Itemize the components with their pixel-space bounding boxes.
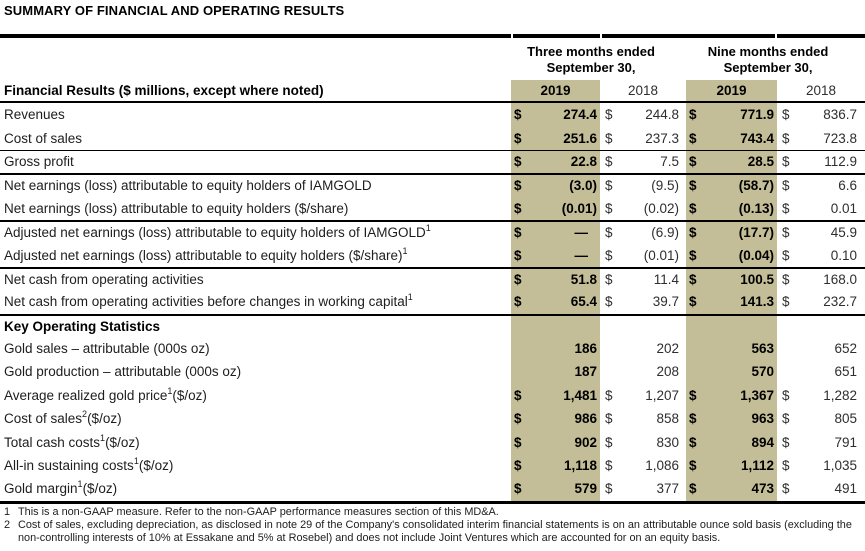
currency-symbol: $: [782, 271, 790, 287]
cell-value: 858: [656, 411, 679, 427]
value-ytd-2018: [777, 175, 865, 196]
table-row: [0, 126, 865, 149]
currency-symbol: $: [689, 154, 697, 170]
table-row: [0, 173, 865, 196]
currency-symbol: $: [689, 107, 697, 123]
value-ytd-2019: [686, 337, 777, 360]
value-ytd-2019: [686, 430, 777, 453]
currency-symbol: $: [514, 154, 522, 170]
value-ytd-2018: [777, 337, 865, 360]
value-ytd-2018: [777, 407, 865, 430]
value-ytd-2018: [777, 454, 865, 477]
value-ytd-2019: [686, 316, 777, 337]
cell-value: 805: [834, 411, 857, 427]
cell-value: 902: [574, 434, 597, 450]
table-row: [0, 267, 865, 290]
year-header-ytd-2019: 2019: [686, 80, 777, 102]
currency-symbol: $: [605, 458, 613, 474]
currency-symbol: $: [782, 200, 790, 216]
row-label: Adjusted net earnings (loss) attributable to equity holders ($/share) $^1$: [4, 245, 408, 263]
cell-value: 274.4: [563, 107, 597, 123]
currency-symbol: $: [782, 481, 790, 497]
cell-value: (0.01): [561, 200, 597, 216]
currency-symbol: $: [605, 154, 613, 170]
currency-symbol: $: [514, 178, 522, 194]
footnote-text: This is a non-GAAP measure. Refer to the non-GAAP performance measures section of this MD&A.: [18, 506, 499, 518]
cell-value: 51.8: [570, 271, 597, 287]
page-title: SUMMARY OF FINANCIAL AND OPERATING RESULTS: [4, 3, 345, 18]
value-q3-2018: [600, 477, 686, 500]
currency-symbol: $: [514, 200, 522, 216]
currency-symbol: $: [782, 154, 790, 170]
cell-value: 237.3: [645, 130, 679, 146]
year-header-q3-2019: 2019: [511, 80, 600, 102]
value-q3-2018: [600, 175, 686, 196]
cell-value: 1,282: [823, 387, 857, 403]
table-top-border: [0, 34, 865, 38]
cell-value: (9.5): [651, 178, 679, 194]
currency-symbol: $: [689, 247, 697, 263]
cell-value: 651: [834, 364, 857, 380]
cell-value: 1,112: [740, 458, 774, 474]
value-q3-2019: [511, 316, 600, 337]
cell-value: 963: [751, 411, 774, 427]
row-label: Net earnings (loss) attributable to equity holders ($/share): [4, 200, 349, 216]
table-row: [0, 150, 865, 173]
row-label: Net cash from operating activities before changes in working capital $^1$: [4, 292, 413, 310]
table-row: [0, 407, 865, 430]
currency-symbol: $: [605, 387, 613, 403]
value-q3-2019: [511, 126, 600, 149]
currency-symbol: $: [689, 387, 697, 403]
row-label: Total cash costs $^1$ ($/oz): [4, 432, 140, 450]
cell-value: 244.8: [645, 107, 679, 123]
cell-value: 45.9: [830, 225, 857, 241]
currency-symbol: $: [605, 178, 613, 194]
currency-symbol: $: [689, 200, 697, 216]
year-header-ytd-2018: 2018: [805, 82, 837, 98]
cell-value: 1,118: [563, 458, 597, 474]
currency-symbol: $: [605, 107, 613, 123]
currency-symbol: $: [782, 130, 790, 146]
table-body: [0, 103, 865, 504]
value-q3-2018: [600, 430, 686, 453]
value-q3-2018: [600, 384, 686, 407]
cell-value: 791: [834, 434, 857, 450]
cell-value: 1,035: [823, 458, 857, 474]
cell-value: 22.8: [570, 154, 597, 170]
value-q3-2019: [511, 477, 600, 500]
value-q3-2018: [600, 337, 686, 360]
currency-symbol: $: [605, 200, 613, 216]
value-ytd-2018: [777, 222, 865, 243]
cell-value: 7.5: [660, 154, 679, 170]
currency-symbol: $: [514, 130, 522, 146]
table-row: [0, 197, 865, 220]
currency-symbol: $: [782, 294, 790, 310]
cell-value: 836.7: [823, 107, 857, 123]
cell-value: 563: [751, 341, 774, 357]
currency-symbol: $: [689, 294, 697, 310]
value-q3-2018: [600, 103, 686, 126]
value-ytd-2019: [686, 269, 777, 290]
cell-value: 830: [656, 434, 679, 450]
cell-value: 141.3: [740, 294, 774, 310]
cell-value: 187: [574, 364, 597, 380]
value-ytd-2019: [686, 197, 777, 220]
value-ytd-2018: [777, 360, 865, 383]
footnote-text: Cost of sales, excluding depreciation, as disclosed in note 29 of the Company's consolidated interim financial statements is on an attributable ounce sold basis (excluding the non-controlling interests of 10% at Essakane and 5% at Rosebel) and does not include Joint Ventures which are accounted for on an equity basis.: [18, 519, 852, 544]
cell-value: 743.4: [740, 130, 774, 146]
currency-symbol: $: [782, 178, 790, 194]
value-ytd-2019: [686, 103, 777, 126]
row-label: Gold production – attributable (000s oz): [4, 364, 242, 380]
currency-symbol: $: [605, 271, 613, 287]
value-q3-2019: [511, 197, 600, 220]
row-label: Gross profit: [4, 154, 74, 170]
column-divider: [600, 34, 602, 38]
value-ytd-2018: [777, 316, 865, 337]
footnote: [0, 506, 865, 519]
cell-value: 771.9: [740, 107, 774, 123]
value-q3-2018: [600, 197, 686, 220]
currency-symbol: $: [514, 411, 522, 427]
currency-symbol: $: [514, 481, 522, 497]
currency-symbol: $: [514, 247, 522, 263]
footnote: [0, 519, 865, 545]
value-q3-2019: [511, 269, 600, 290]
table-row: [0, 220, 865, 243]
row-label: Revenues: [4, 107, 65, 123]
period-header-row: [0, 38, 865, 80]
value-q3-2019: [511, 454, 600, 477]
cell-value: 570: [751, 364, 774, 380]
cell-value: 491: [834, 481, 857, 497]
cell-value: 473: [751, 481, 774, 497]
cell-value: 894: [751, 434, 774, 450]
value-q3-2019: [511, 360, 600, 383]
currency-symbol: $: [689, 178, 697, 194]
value-ytd-2019: [686, 454, 777, 477]
cell-value: 579: [574, 481, 597, 497]
row-label: Net earnings (loss) attributable to equity holders of IAMGOLD: [4, 178, 372, 194]
row-label: Gold margin $^1$ ($/oz): [4, 479, 118, 497]
row-label: Gold sales – attributable (000s oz): [4, 341, 210, 357]
financial-results-table: [0, 34, 865, 504]
cell-value: 6.6: [838, 178, 857, 194]
table-row: [0, 290, 865, 313]
cell-value: 186: [574, 341, 597, 357]
cell-value: 377: [656, 481, 679, 497]
currency-symbol: $: [782, 247, 790, 263]
cell-value: 0.10: [830, 247, 857, 263]
value-q3-2019: [511, 337, 600, 360]
table-row: [0, 360, 865, 383]
currency-symbol: $: [514, 458, 522, 474]
cell-value: 0.01: [830, 200, 857, 216]
value-ytd-2019: [686, 222, 777, 243]
table-row: [0, 454, 865, 477]
value-q3-2019: [511, 430, 600, 453]
value-ytd-2018: [777, 269, 865, 290]
value-ytd-2018: [777, 103, 865, 126]
value-ytd-2018: [777, 151, 865, 173]
value-ytd-2018: [777, 197, 865, 220]
row-label: Key Operating Statistics: [4, 318, 161, 334]
currency-symbol: $: [514, 225, 522, 241]
currency-symbol: $: [689, 458, 697, 474]
value-q3-2019: [511, 407, 600, 430]
currency-symbol: $: [605, 294, 613, 310]
value-ytd-2019: [686, 477, 777, 500]
cell-value: 202: [656, 341, 679, 357]
period-header-three-months: Three months ended September 30,: [527, 44, 655, 75]
value-ytd-2019: [686, 407, 777, 430]
year-header-q3-2018: 2018: [627, 82, 659, 98]
table-row: [0, 477, 865, 500]
value-ytd-2019: [686, 126, 777, 149]
value-q3-2019: [511, 222, 600, 243]
cell-value: (0.02): [643, 200, 679, 216]
value-ytd-2019: [686, 151, 777, 173]
currency-symbol: $: [689, 225, 697, 241]
value-q3-2018: [600, 269, 686, 290]
cell-value: 1,367: [740, 387, 774, 403]
value-ytd-2019: [686, 175, 777, 196]
years-header-row: [0, 80, 865, 104]
currency-symbol: $: [605, 247, 613, 263]
table-row: [0, 103, 865, 126]
value-q3-2018: [600, 151, 686, 173]
row-label: All-in sustaining costs $^1$ ($/oz): [4, 456, 174, 474]
currency-symbol: $: [689, 481, 697, 497]
value-q3-2018: [600, 316, 686, 337]
value-ytd-2018: [777, 430, 865, 453]
cell-value: (0.04): [738, 247, 774, 263]
value-q3-2018: [600, 290, 686, 313]
table-row: [0, 337, 865, 360]
cell-value: (58.7): [738, 178, 774, 194]
value-q3-2019: [511, 175, 600, 196]
currency-symbol: $: [782, 411, 790, 427]
currency-symbol: $: [782, 387, 790, 403]
footnote-number: 2: [4, 519, 11, 531]
table-caption-label: Financial Results ($ millions, except where noted): [4, 82, 324, 98]
currency-symbol: $: [605, 225, 613, 241]
currency-symbol: $: [514, 271, 522, 287]
cell-value: 11.4: [653, 271, 679, 287]
currency-symbol: $: [605, 411, 613, 427]
value-q3-2019: [511, 384, 600, 407]
currency-symbol: $: [782, 225, 790, 241]
row-label: Net cash from operating activities: [4, 271, 204, 287]
currency-symbol: $: [782, 458, 790, 474]
cell-value: 232.7: [823, 294, 857, 310]
cell-value: 723.8: [823, 130, 857, 146]
cell-value: 1,086: [645, 458, 679, 474]
cell-value: 986: [574, 411, 597, 427]
cell-value: (0.13): [738, 200, 774, 216]
table-row: [0, 243, 865, 266]
cell-value: 65.4: [570, 294, 597, 310]
footnotes: [0, 506, 865, 545]
value-ytd-2019: [686, 243, 777, 266]
currency-symbol: $: [689, 130, 697, 146]
row-label: Adjusted net earnings (loss) attributable to equity holders of IAMGOLD $^1$: [4, 223, 431, 241]
cell-value: 1,481: [563, 387, 597, 403]
value-q3-2019: [511, 290, 600, 313]
cell-value: 652: [834, 341, 857, 357]
cell-value: 168.0: [823, 271, 857, 287]
cell-value: 100.5: [740, 271, 774, 287]
currency-symbol: $: [689, 271, 697, 287]
currency-symbol: $: [605, 434, 613, 450]
row-label: Cost of sales $^2$ ($/oz): [4, 409, 122, 427]
table-row: [0, 430, 865, 453]
value-q3-2018: [600, 360, 686, 383]
currency-symbol: $: [782, 434, 790, 450]
header-spacer: [0, 38, 511, 80]
value-ytd-2018: [777, 126, 865, 149]
cell-value: 39.7: [652, 294, 679, 310]
cell-value: 112.9: [824, 154, 857, 170]
cell-value: 208: [656, 364, 679, 380]
value-ytd-2018: [777, 384, 865, 407]
value-ytd-2018: [777, 243, 865, 266]
cell-value: (6.9): [651, 225, 679, 241]
cell-value: 251.6: [563, 130, 597, 146]
value-ytd-2019: [686, 360, 777, 383]
cell-value: —: [574, 247, 588, 263]
value-ytd-2019: [686, 290, 777, 313]
section-header-row: [0, 314, 865, 337]
currency-symbol: $: [514, 387, 522, 403]
column-divider: [775, 34, 777, 38]
table-row: [0, 384, 865, 407]
cell-value: 28.5: [747, 154, 774, 170]
footnote-number: 1: [4, 506, 11, 518]
value-q3-2018: [600, 222, 686, 243]
cell-value: —: [574, 225, 588, 241]
currency-symbol: $: [689, 411, 697, 427]
currency-symbol: $: [782, 107, 790, 123]
row-label: Average realized gold price $^1$ ($/oz): [4, 385, 207, 403]
value-q3-2018: [600, 454, 686, 477]
currency-symbol: $: [514, 107, 522, 123]
currency-symbol: $: [689, 434, 697, 450]
currency-symbol: $: [605, 130, 613, 146]
period-header-nine-months: Nine months ended September 30,: [707, 44, 829, 75]
row-label: Cost of sales: [4, 130, 83, 146]
cell-value: (17.7): [738, 225, 774, 241]
value-q3-2019: [511, 103, 600, 126]
value-q3-2018: [600, 407, 686, 430]
cell-value: 1,207: [645, 387, 679, 403]
cell-value: (0.01): [643, 247, 679, 263]
value-ytd-2019: [686, 384, 777, 407]
value-q3-2018: [600, 126, 686, 149]
cell-value: (3.0): [569, 178, 597, 194]
value-ytd-2018: [777, 477, 865, 500]
currency-symbol: $: [514, 434, 522, 450]
value-q3-2019: [511, 243, 600, 266]
value-ytd-2018: [777, 290, 865, 313]
value-q3-2018: [600, 243, 686, 266]
currency-symbol: $: [514, 294, 522, 310]
value-q3-2019: [511, 151, 600, 173]
column-divider: [511, 34, 513, 38]
currency-symbol: $: [605, 481, 613, 497]
